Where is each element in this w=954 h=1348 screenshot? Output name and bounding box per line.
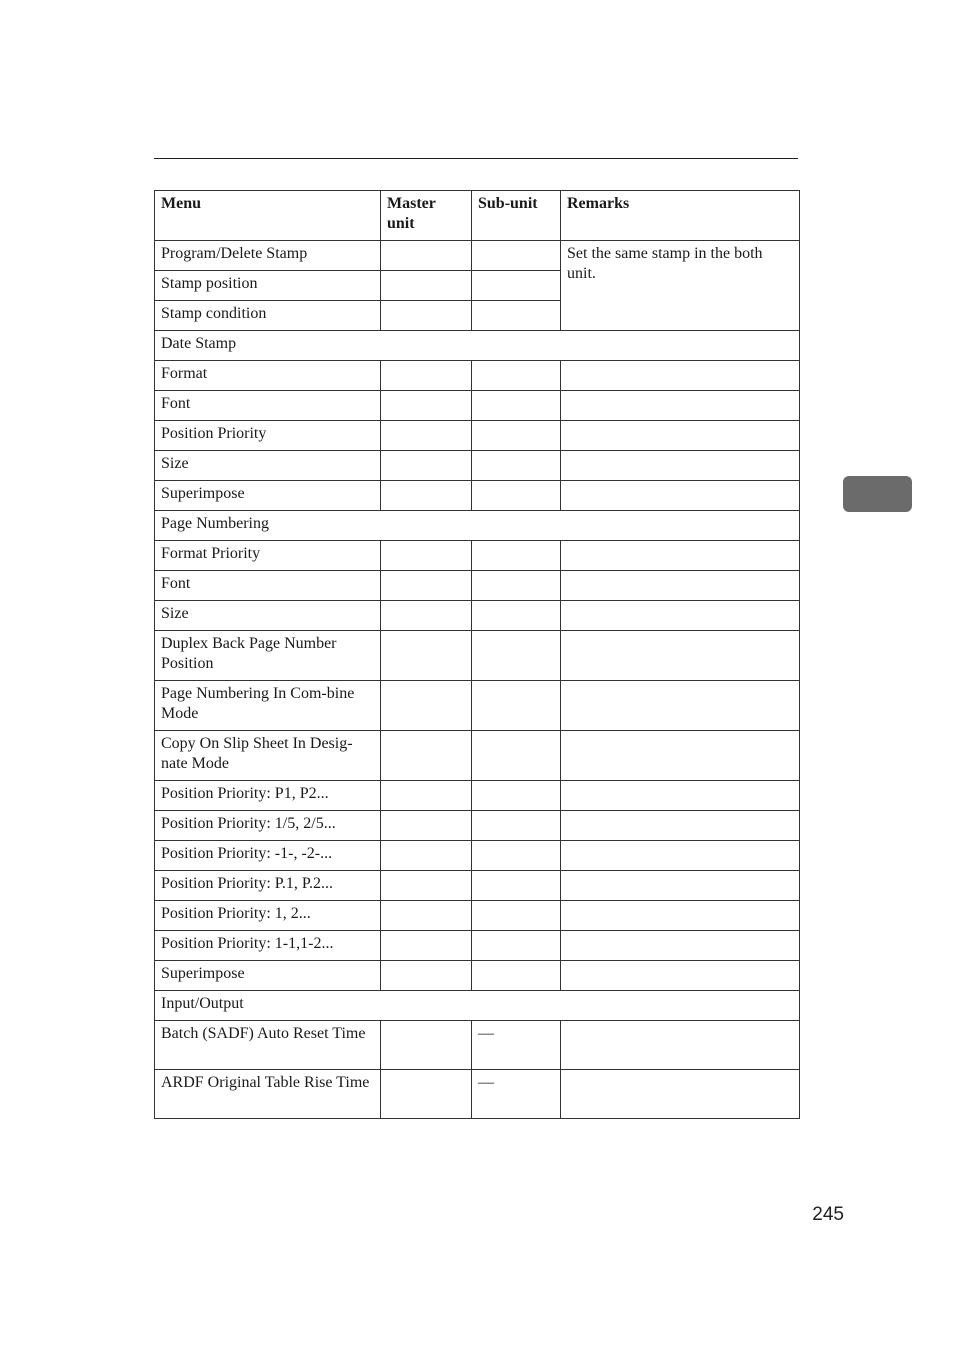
table-row <box>155 731 800 781</box>
table-row <box>155 961 800 991</box>
sub-cell <box>472 571 561 601</box>
master-cell <box>381 541 472 571</box>
menu-cell: Superimpose <box>155 961 381 991</box>
table-row <box>155 601 800 631</box>
sub-cell <box>472 601 561 631</box>
sub-cell <box>472 871 561 901</box>
master-cell <box>381 361 472 391</box>
menu-cell: Position Priority: P1, P2... <box>155 781 381 811</box>
remarks-cell <box>561 391 800 421</box>
menu-cell: ARDF Original Table Rise Time <box>155 1070 381 1119</box>
sub-cell <box>472 481 561 511</box>
header-rule <box>154 158 798 159</box>
remarks-cell <box>561 481 800 511</box>
master-cell <box>381 601 472 631</box>
sub-cell <box>472 361 561 391</box>
table-row <box>155 901 800 931</box>
master-cell <box>381 1021 472 1070</box>
section-title: Date Stamp <box>155 331 800 361</box>
remarks-cell <box>561 781 800 811</box>
sub-cell <box>472 931 561 961</box>
sub-cell <box>472 421 561 451</box>
master-cell <box>381 631 472 681</box>
master-cell <box>381 481 472 511</box>
remarks-cell <box>561 681 800 731</box>
table-row <box>155 391 800 421</box>
master-cell <box>381 681 472 731</box>
remarks-cell <box>561 421 800 451</box>
master-cell <box>381 271 472 301</box>
master-cell <box>381 241 472 271</box>
remarks-cell <box>561 871 800 901</box>
master-cell <box>381 421 472 451</box>
menu-cell: Position Priority <box>155 421 381 451</box>
sub-cell <box>472 631 561 681</box>
master-cell <box>381 871 472 901</box>
remarks-cell <box>561 541 800 571</box>
table-row <box>155 1021 800 1070</box>
remarks-cell <box>561 1070 800 1119</box>
sub-cell <box>472 271 561 301</box>
menu-cell: Duplex Back Page Number Position <box>155 631 381 681</box>
menu-cell: Position Priority: 1-1,1-2... <box>155 931 381 961</box>
header-menu: Menu <box>155 191 381 241</box>
menu-cell: Copy On Slip Sheet In Desig-nate Mode <box>155 731 381 781</box>
table-row <box>155 421 800 451</box>
table-header-row <box>155 191 800 241</box>
sub-cell <box>472 451 561 481</box>
master-cell <box>381 811 472 841</box>
table-row <box>155 541 800 571</box>
table-row <box>155 681 800 731</box>
sub-cell <box>472 541 561 571</box>
master-cell <box>381 841 472 871</box>
master-cell <box>381 1070 472 1119</box>
table-row <box>155 241 800 271</box>
menu-cell: Format Priority <box>155 541 381 571</box>
menu-cell: Position Priority: P.1, P.2... <box>155 871 381 901</box>
menu-cell: Position Priority: 1, 2... <box>155 901 381 931</box>
sub-cell <box>472 781 561 811</box>
sub-cell <box>472 391 561 421</box>
stamp-remark-cell: Set the same stamp in the both unit. <box>561 241 800 331</box>
page-number: 245 <box>812 1204 844 1225</box>
table-row <box>155 781 800 811</box>
sub-cell: — <box>472 1070 561 1119</box>
menu-cell: Size <box>155 451 381 481</box>
section-row-input-output <box>155 991 800 1021</box>
remarks-cell <box>561 841 800 871</box>
table-row <box>155 451 800 481</box>
master-cell <box>381 301 472 331</box>
menu-cell: Batch (SADF) Auto Reset Time <box>155 1021 381 1070</box>
sub-cell <box>472 961 561 991</box>
section-title: Page Numbering <box>155 511 800 541</box>
master-cell <box>381 901 472 931</box>
remarks-cell <box>561 451 800 481</box>
sub-cell <box>472 811 561 841</box>
remarks-cell <box>561 811 800 841</box>
menu-cell: Font <box>155 571 381 601</box>
menu-cell: Page Numbering In Com-bine Mode <box>155 681 381 731</box>
table-row <box>155 811 800 841</box>
master-cell <box>381 571 472 601</box>
table-row <box>155 931 800 961</box>
chapter-tab <box>843 476 912 512</box>
master-cell <box>381 451 472 481</box>
remarks-cell <box>561 961 800 991</box>
remarks-cell <box>561 361 800 391</box>
remarks-cell <box>561 631 800 681</box>
section-title: Input/Output <box>155 991 800 1021</box>
remarks-cell <box>561 1021 800 1070</box>
master-cell <box>381 781 472 811</box>
table-row <box>155 631 800 681</box>
sub-cell <box>472 241 561 271</box>
sub-cell <box>472 301 561 331</box>
sub-cell <box>472 731 561 781</box>
menu-cell: Position Priority: 1/5, 2/5... <box>155 811 381 841</box>
remarks-cell <box>561 931 800 961</box>
menu-cell: Position Priority: -1-, -2-... <box>155 841 381 871</box>
sub-cell <box>472 901 561 931</box>
menu-cell: Size <box>155 601 381 631</box>
master-cell <box>381 391 472 421</box>
menu-cell: Stamp condition <box>155 301 381 331</box>
table-row <box>155 571 800 601</box>
header-sub-unit: Sub-unit <box>472 191 561 241</box>
master-cell <box>381 731 472 781</box>
menu-cell: Program/Delete Stamp <box>155 241 381 271</box>
remarks-cell <box>561 901 800 931</box>
master-cell <box>381 961 472 991</box>
table-row <box>155 1070 800 1119</box>
menu-cell: Format <box>155 361 381 391</box>
sub-cell <box>472 841 561 871</box>
menu-cell: Stamp position <box>155 271 381 301</box>
table-row <box>155 481 800 511</box>
table-row <box>155 871 800 901</box>
menu-cell: Font <box>155 391 381 421</box>
header-remarks: Remarks <box>561 191 800 241</box>
settings-table <box>154 190 800 1119</box>
section-row-date-stamp <box>155 331 800 361</box>
header-master-unit: Master unit <box>381 191 472 241</box>
section-row-page-numbering <box>155 511 800 541</box>
table-row <box>155 841 800 871</box>
sub-cell <box>472 681 561 731</box>
table-row <box>155 361 800 391</box>
remarks-cell <box>561 731 800 781</box>
remarks-cell <box>561 571 800 601</box>
remarks-cell <box>561 601 800 631</box>
sub-cell: — <box>472 1021 561 1070</box>
master-cell <box>381 931 472 961</box>
menu-cell: Superimpose <box>155 481 381 511</box>
